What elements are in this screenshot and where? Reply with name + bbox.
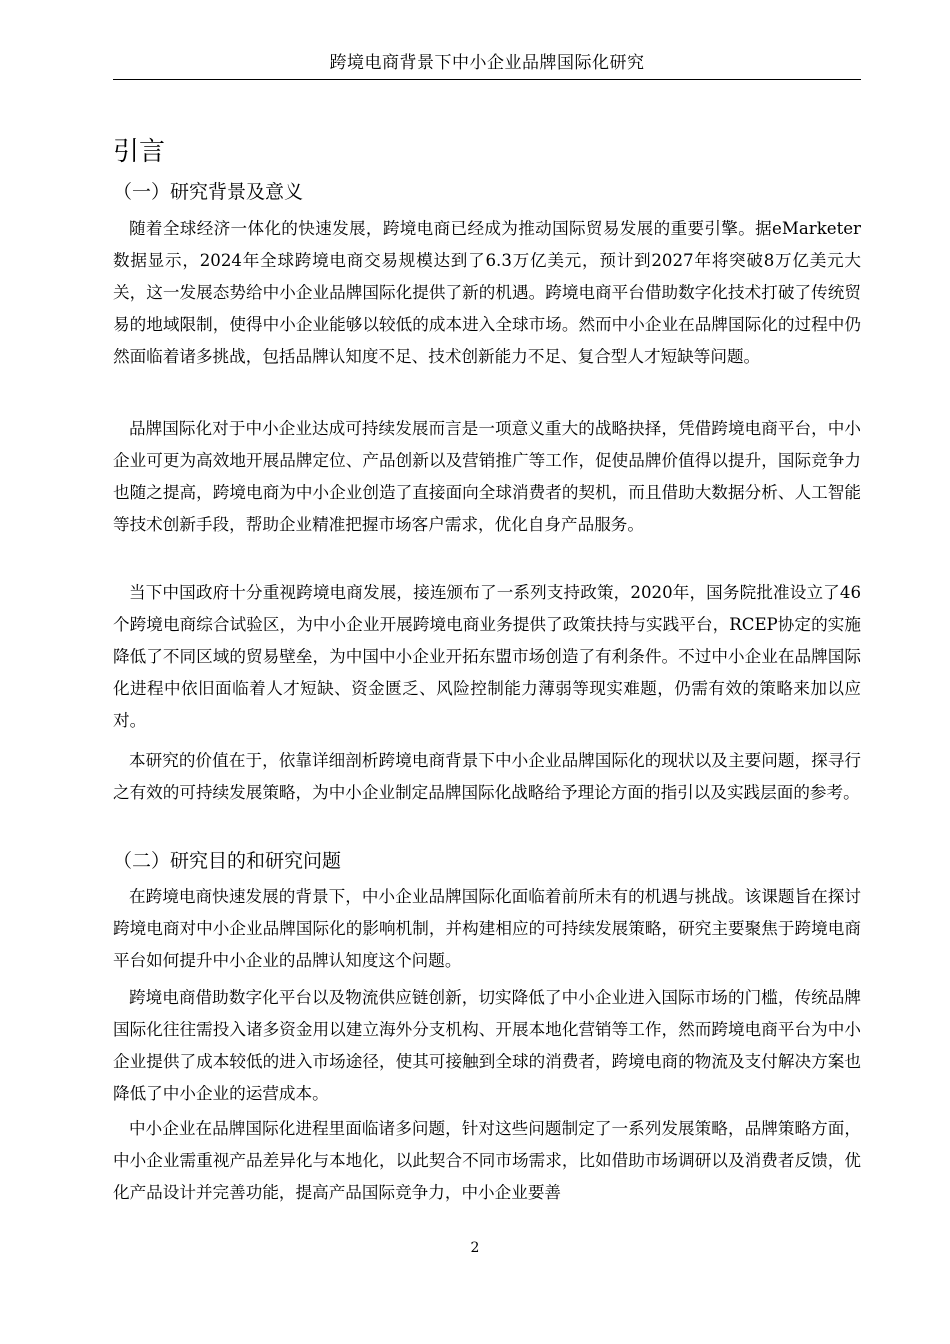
chapter-title: 引言 bbox=[113, 137, 166, 167]
paragraph: 本研究的价值在于，依靠详细剖析跨境电商背景下中小企业品牌国际化的现状以及主要问题，探寻行之有效的可持续发展策略，为中小企业制定品牌国际化战略给予理论方面的指引以及实践层面的参考。 bbox=[113, 751, 861, 802]
paragraph: 随着全球经济一体化的快速发展，跨境电商已经成为推动国际贸易发展的重要引擎。据eMarketer数据显示，2024年全球跨境电商交易规模达到了6.3万亿美元，预计到2027年将突破8万亿美元大关，这一发展态势给中小企业品牌国际化提供了新的机遇。跨境电商平台借助数字化技术打破了传统贸易的地域限制，使得中小企业能够以较低的成本进入全球市场。然而中小企业在品牌国际化的过程中仍然面临着诸多挑战，包括品牌认知度不足、技术创新能力不足、复合型人才短缺等问题。 bbox=[113, 219, 861, 366]
section-heading-objectives: （二）研究目的和研究问题 bbox=[113, 850, 342, 872]
paragraph: 中小企业在品牌国际化进程里面临诸多问题，针对这些问题制定了一系列发展策略，品牌策略方面，中小企业需重视产品差异化与本地化，以此契合不同市场需求，比如借助市场调研以及消费者反馈，优化产品设计并完善功能，提高产品国际竞争力，中小企业要善 bbox=[113, 1119, 861, 1202]
running-header: 跨境电商背景下中小企业品牌国际化研究 bbox=[329, 53, 645, 73]
paragraph: 在跨境电商快速发展的背景下，中小企业品牌国际化面临着前所未有的机遇与挑战。该课题旨在探讨跨境电商对中小企业品牌国际化的影响机制，并构建相应的可持续发展策略，研究主要聚焦于跨境电商平台如何提升中小企业的品牌认知度这个问题。 bbox=[113, 887, 861, 970]
paragraph: 当下中国政府十分重视跨境电商发展，接连颁布了一系列支持政策，2020年，国务院批准设立了46个跨境电商综合试验区，为中小企业开展跨境电商业务提供了政策扶持与实践平台，RCEP协定的实施降低了不同区域的贸易壁垒，为中国中小企业开拓东盟市场创造了有利条件。不过中小企业在品牌国际化进程中依旧面临着人才短缺、资金匮乏、风险控制能力薄弱等现实难题，仍需有效的策略来加以应对。 bbox=[113, 583, 861, 730]
header-rule bbox=[113, 79, 861, 80]
paragraph: 品牌国际化对于中小企业达成可持续发展而言是一项意义重大的战略抉择，凭借跨境电商平台，中小企业可更为高效地开展品牌定位、产品创新以及营销推广等工作，促使品牌价值得以提升，国际竞争力也随之提高，跨境电商为中小企业创造了直接面向全球消费者的契机，而且借助大数据分析、人工智能等技术创新手段，帮助企业精准把握市场客户需求，优化自身产品服务。 bbox=[113, 419, 861, 534]
paragraph: 跨境电商借助数字化平台以及物流供应链创新，切实降低了中小企业进入国际市场的门槛，传统品牌国际化往往需投入诸多资金用以建立海外分支机构、开展本地化营销等工作，然而跨境电商平台为中小企业提供了成本较低的进入市场途径，使其可接触到全球的消费者，跨境电商的物流及支付解决方案也降低了中小企业的运营成本。 bbox=[113, 988, 861, 1103]
page-number: 2 bbox=[470, 1240, 480, 1256]
section-heading-background: （一）研究背景及意义 bbox=[113, 181, 304, 203]
